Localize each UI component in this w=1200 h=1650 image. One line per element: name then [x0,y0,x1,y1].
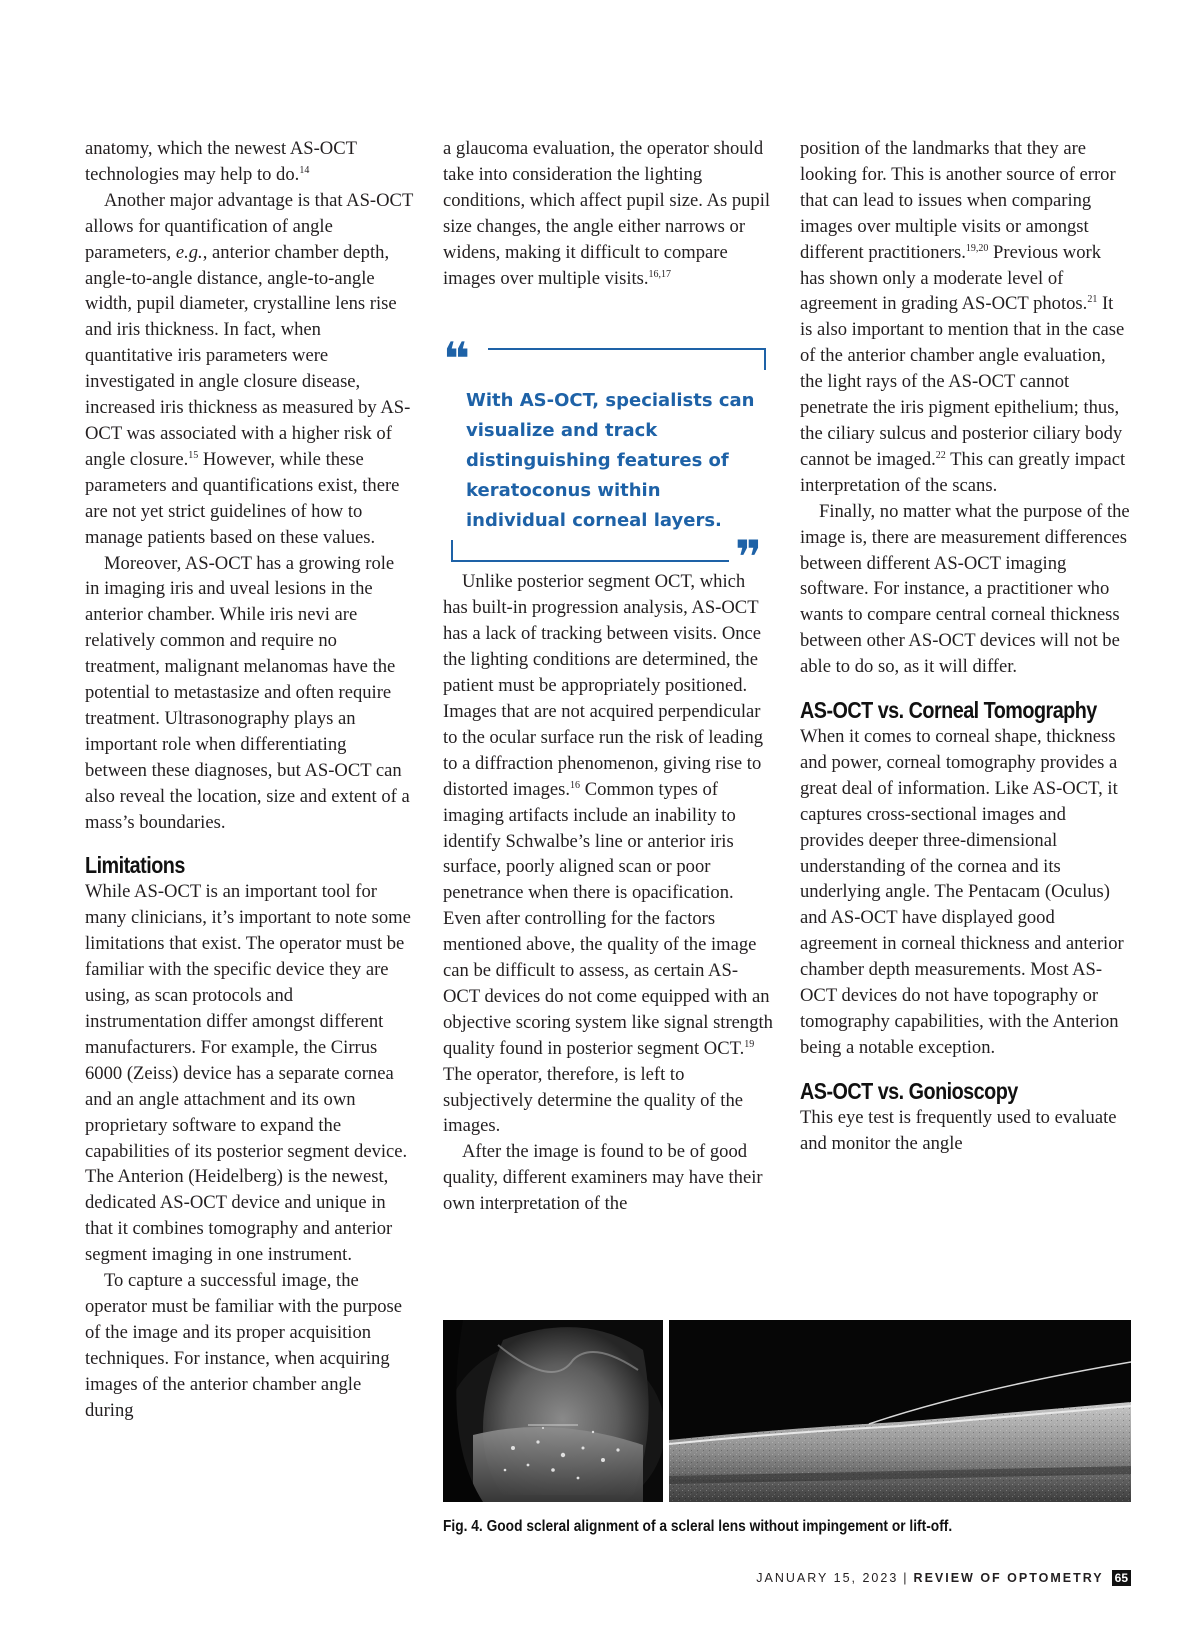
text-run: To capture a successful image, the operator must be familiar with the purpose of the image and its proper acquisition techniques. For instance, when acquiring images of the anterior chamber angle during [85,1270,403,1421]
figure-oct-scan [669,1320,1131,1502]
issue-date: JANUARY 15, 2023 [756,1571,899,1585]
page-footer [756,1570,1131,1586]
body-paragraph [443,136,773,291]
figure-caption: Fig. 4. Good scleral alignment of a scleral lens without impingement or lift-off. [443,1518,953,1535]
body-paragraph [85,879,413,1268]
citation-superscript: 21 [1087,294,1098,306]
text-run: However, while these parameters and quantifications exist, there are not yet strict guidelines of how to manage patients based on these values. [85,448,400,548]
text-run: , anterior chamber depth, angle-to-angle distance, angle-to-angle width, pupil diameter, crystalline lens rise and iris thickness. In fact, when quantitative iris parameters were investigated in angle closure disease, increased iris thickness as measured by AS-OCT was associated with a higher risk of angle closure. [85,241,411,470]
body-paragraph [800,724,1130,1061]
citation-superscript: 19,20 [965,242,989,254]
text-run: This eye test is frequently used to evaluate and monitor the angle [800,1106,1117,1154]
text-run: Common types of imaging artifacts include an inability to identify Schwalbe’s line or anterior iris surface, poorly aligned scan or poor penetrance when there is opacification. Even after controlling for the factors mentioned above, the quality of the image can be difficult to assess, as certain AS-OCT devices do not come equipped with an objective scoring system like signal strength quality found in posterior segment OCT. [443,778,773,1059]
body-paragraph [85,136,413,188]
pull-quote-text: With AS-OCT, specialists can visualize and track distinguishing features of keratoconus within individual corneal layers. [466,390,755,531]
pull-quote-rule-top [488,348,766,350]
body-paragraph [800,499,1130,680]
pull-quote-rule-bottom-end [451,540,453,562]
text-run: Unlike posterior segment OCT, which has built-in progression analysis, AS-OCT has a lack of tracking between visits. Once the lighting conditions are determined, the patient must be appropriately positioned. Images that are not acquired perpendicular to the ocular surface run the risk of leading to a diffraction phenomenon, giving rise to distorted images. [443,571,764,800]
text-run: When it comes to corneal shape, thickness and power, corneal tomography provides a great deal of information. Like AS-OCT, it captures cross-sectional images and provides deeper three-dimensional understanding of the cornea and its underlying angle. The Pentacam (Oculus) and AS-OCT have displayed good agreement in corneal thickness and anterior chamber depth measurements. Most AS-OCT devices do not have topography or tomography capabilities, with the Anterion being a notable exception. [800,726,1124,1058]
article-column-3 [800,136,1130,1157]
citation-superscript: 15 [188,449,199,461]
citation-superscript: 22 [935,449,946,461]
citation-superscript: 19 [744,1038,755,1050]
text-run: Moreover, AS-OCT has a growing role in imaging iris and uveal lesions in the anterior chamber. While iris nevi are relatively common and require no treatment, malignant melanomas have the potential to metastasize and often require treatment. Ultrasonography plays an important role when differentiating between these diagnoses, but AS-OCT can also reveal the location, size and extent of a mass’s boundaries. [85,552,410,833]
magazine-name: REVIEW OF OPTOMETRY [913,1571,1104,1585]
pull-quote-rule-top-end [764,348,766,370]
body-paragraph [443,569,773,1139]
article-column-2 [443,136,773,1217]
page-number: 65 [1112,1570,1131,1586]
text-run: After the image is found to be of good quality, different examiners may have their own interpretation of the [443,1141,763,1215]
citation-superscript: 16 [570,779,581,791]
footer-separator: | [903,1571,909,1585]
text-run: Finally, no matter what the purpose of the image is, there are measurement differences between different AS-OCT imaging software. For instance, a practitioner who wants to compare central corneal thickness between other AS-OCT devices will not be able to do so, as it will differ. [800,500,1130,678]
open-quote-icon: ❝ [443,332,470,386]
citation-superscript: 16,17 [648,268,672,280]
section-heading: Limitations [85,852,185,879]
text-run: It is also important to mention that in the case of the anterior chamber angle evaluation, the light rays of the AS-OCT cannot penetrate the iris pigment epithelium; thus, the ciliary sulcus and posterior ciliary body cannot be imaged. [800,293,1125,470]
slit-lamp-image [443,1320,663,1502]
text-run: Previous work has shown only a moderate level of agreement in grading AS-OCT photos. [800,241,1101,315]
figure-slit-lamp-photo [443,1320,663,1502]
text-run: a glaucoma evaluation, the operator should take into consideration the lighting conditions, which affect pupil size. As pupil size changes, the angle either narrows or widens, making it difficult to compare images over multiple visits. [443,138,771,289]
section-heading: AS-OCT vs. Corneal Tomography [800,697,1097,724]
close-quote-icon: ❞ [735,530,762,584]
text-run: The operator, therefore, is left to subjectively determine the quality of the images. [443,1063,743,1137]
body-paragraph [85,188,413,551]
body-paragraph [85,1268,413,1423]
body-paragraph [800,136,1130,499]
text-run: While AS-OCT is an important tool for many clinicians, it’s important to note some limitations that exist. The operator must be familiar with the specific device they are using, as scan protocols and instrumentation differ amongst different manufacturers. For example, the Cirrus 6000 (Zeiss) device has a separate cornea and an angle attachment and its own proprietary software to expand the capabilities of its posterior segment device. The Anterion (Heidelberg) is the newest, dedicated AS-OCT device and unique in that it combines tomography and anterior segment imaging in one instrument. [85,881,411,1266]
text-run: Another major advantage is that AS-OCT allows for quantification of angle parameters, [85,189,413,263]
italic-text: e.g. [175,241,203,263]
text-run: anatomy, which the newest AS-OCT technologies may help to do. [85,138,357,185]
body-paragraph [443,1139,773,1217]
text-run: position of the landmarks that they are looking for. This is another source of error that can lead to issues when comparing images over multiple visits or amongst different practitioners. [800,138,1116,263]
body-paragraph [800,1105,1130,1157]
text-run: This can greatly impact interpretation of the scans. [800,448,1126,496]
citation-superscript: 14 [299,164,310,176]
body-paragraph [85,551,413,836]
article-column-1 [85,136,413,1424]
section-heading: AS-OCT vs. Gonioscopy [800,1077,1018,1104]
oct-scan-image [669,1320,1131,1502]
pull-quote-rule-bottom [451,560,729,562]
pull-quote [440,332,770,584]
